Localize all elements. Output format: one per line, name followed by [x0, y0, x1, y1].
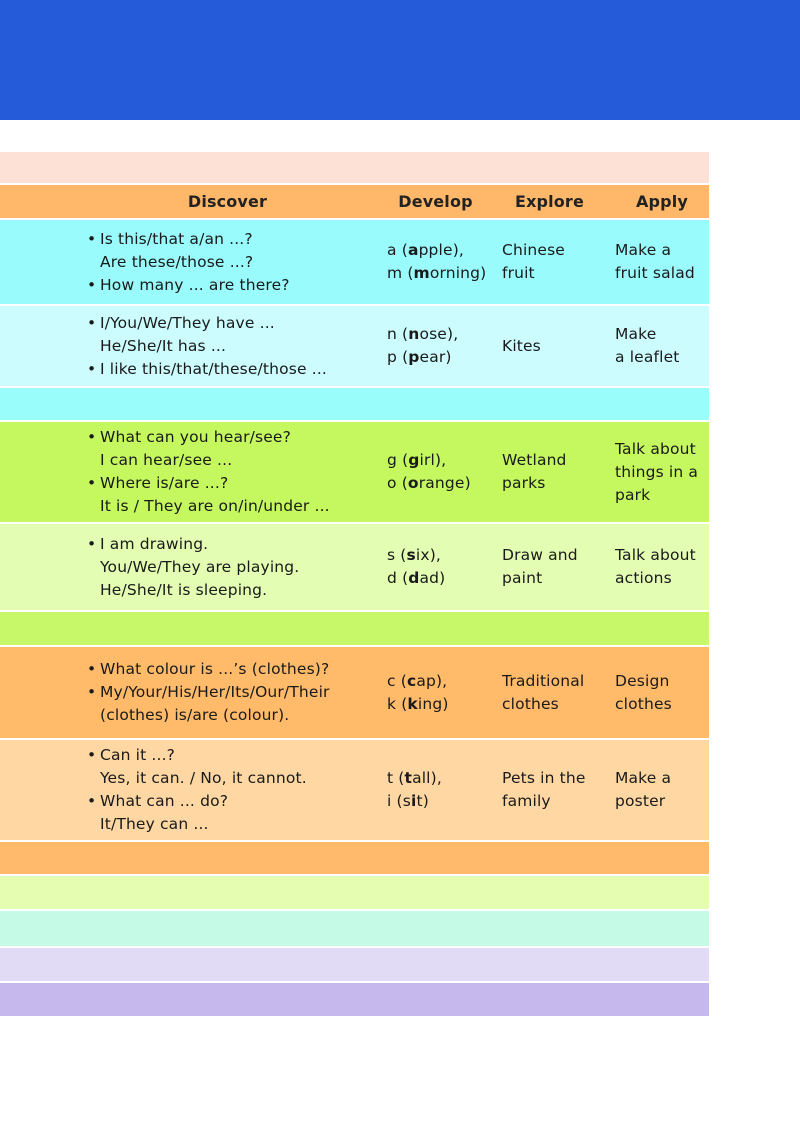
phonics-word-end: ose [419, 325, 447, 343]
phonics-line: t (tall), [387, 769, 442, 787]
header-discover: Discover [187, 192, 268, 211]
apply-cell [607, 306, 717, 386]
phonics-trail: , [436, 769, 442, 787]
phonics-letter: d [387, 569, 397, 587]
table-row [0, 422, 709, 524]
continuation-line: It/They can ... [100, 815, 209, 833]
explore-line: Kites [502, 336, 541, 355]
continuation-line: Are these/those ...? [100, 252, 254, 271]
continuation-line: It is / They are on/in/under ... [100, 497, 330, 515]
phonics-word-end: all [412, 769, 431, 787]
apply-line: poster [615, 792, 666, 810]
phonics-word-end: irl [419, 451, 435, 469]
unit-cell [0, 306, 76, 386]
apply-line: Talk about [615, 439, 696, 458]
explore-line: family [502, 792, 551, 810]
bullet-line: • I/You/We/They have ... [87, 312, 377, 335]
phonics-key-letter: t [404, 769, 413, 787]
apply-cell [607, 422, 717, 522]
phonics-key-letter: d [408, 569, 420, 587]
explore-cell [494, 524, 605, 610]
explore-cell [494, 422, 605, 522]
phonics-letter: s [387, 546, 396, 564]
phonics-letter: c [387, 671, 396, 690]
bullet-line: • What can ... do? [87, 790, 377, 813]
explore-line: Chinese [502, 241, 565, 259]
continuation-line: You/We/They are playing. [100, 557, 300, 576]
explore-cell [494, 647, 605, 738]
discover-cell [78, 422, 377, 522]
phonics-word-end: orning [429, 264, 481, 282]
phonics-line: n (nose), [387, 325, 459, 343]
phonics-word-start: s [402, 792, 411, 810]
phonics-line: i (sit) [387, 792, 429, 810]
table-row [0, 740, 709, 842]
phonics-line: p (pear) [387, 348, 452, 366]
header-unit-column [0, 185, 76, 218]
discover-lines [87, 228, 377, 297]
phonics-word-end: pple [418, 241, 453, 259]
phonics-letter: p [387, 348, 397, 366]
discover-cell [78, 740, 377, 840]
explore-line: paint [502, 569, 543, 587]
bullet-line: • I like this/that/these/those ... [87, 358, 377, 381]
phonics-letter: g [387, 451, 397, 469]
bullet-line: • My/Your/His/Her/Its/Our/Their [87, 681, 377, 704]
develop-cell [379, 647, 492, 738]
phonics-trail: , [453, 325, 459, 343]
phonics-letter: m [387, 264, 403, 282]
explore-cell [494, 740, 605, 840]
phonics-letter: k [387, 694, 397, 713]
explore-line: Wetland [502, 451, 567, 469]
header-explore: Explore [515, 192, 584, 211]
band-mint [0, 911, 709, 948]
explore-line: fruit [502, 264, 535, 282]
develop-cell [379, 220, 492, 304]
phonics-key-letter: o [407, 474, 419, 492]
phonics-word-end: ad [419, 569, 440, 587]
apply-line: actions [615, 569, 672, 587]
phonics-key-letter: m [413, 264, 430, 282]
phonics-key-letter: a [407, 241, 419, 259]
phonics-word-end: t [416, 792, 423, 810]
explore-cell [494, 306, 605, 386]
apply-line: Make a [615, 769, 672, 787]
phonics-word-end: ing [417, 694, 443, 713]
continuation-line: He/She/It has ... [100, 336, 227, 355]
apply-line: clothes [615, 694, 672, 713]
table-row [0, 647, 709, 740]
bullet-line: • What can you hear/see? [87, 426, 377, 449]
phonics-line: k (king) [387, 694, 449, 713]
band-pink [0, 152, 709, 185]
apply-cell [607, 647, 717, 738]
bullet-line: • What colour is ...’s (clothes)? [87, 658, 377, 681]
band-green [0, 612, 709, 647]
phonics-letter: t [387, 769, 394, 787]
bullet-line: • Where is/are ...? [87, 472, 377, 495]
bullet-line: • How many ... are there? [87, 274, 377, 297]
band-violet [0, 983, 709, 1016]
discover-lines [87, 744, 377, 836]
phonics-line: o (orange) [387, 474, 471, 492]
discover-lines [87, 658, 377, 727]
unit-cell [0, 647, 76, 738]
phonics-word-end: range [418, 474, 465, 492]
phonics-word-end: ix [415, 546, 430, 564]
phonics-line: m (morning) [387, 264, 487, 282]
band-orange [0, 842, 709, 876]
explore-line: Pets in the [502, 769, 586, 787]
phonics-word-end: ap [416, 671, 436, 690]
phonics-line: g (girl), [387, 451, 447, 469]
band-cyan [0, 388, 709, 422]
develop-cell [379, 524, 492, 610]
apply-line: a leaflet [615, 348, 680, 366]
continuation-line: He/She/It is sleeping. [100, 580, 268, 599]
discover-lines [87, 312, 377, 381]
phonics-key-letter: s [406, 546, 416, 564]
table-row [0, 220, 709, 306]
explore-line: clothes [502, 694, 559, 713]
syllabus-table [0, 152, 709, 1016]
band-lime [0, 876, 709, 911]
explore-line: Traditional [502, 671, 585, 690]
phonics-key-letter: i [410, 792, 417, 810]
explore-line: parks [502, 474, 546, 492]
phonics-key-letter: k [407, 694, 418, 713]
unit-cell [0, 740, 76, 840]
bullet-line: • Can it ...? [87, 744, 377, 767]
table-header-row [0, 185, 709, 220]
phonics-trail: , [435, 546, 441, 564]
discover-cell [78, 306, 377, 386]
discover-cell [78, 220, 377, 304]
apply-line: park [615, 485, 651, 504]
header-apply: Apply [636, 192, 688, 211]
apply-line: fruit salad [615, 264, 695, 282]
continuation-line: I can hear/see ... [100, 451, 233, 469]
develop-cell [379, 306, 492, 386]
phonics-key-letter: p [408, 348, 420, 366]
unit-cell [0, 422, 76, 522]
band-lavender [0, 948, 709, 983]
apply-cell [607, 220, 717, 304]
phonics-word-end: ear [419, 348, 446, 366]
discover-lines [87, 533, 377, 602]
bullet-line: • I am drawing. [87, 533, 377, 556]
apply-line: Design [615, 671, 670, 690]
phonics-line: s (six), [387, 546, 441, 564]
phonics-line: d (dad) [387, 569, 446, 587]
apply-line: Make a [615, 241, 672, 259]
phonics-letter: i [387, 792, 392, 810]
apply-line: Talk about [615, 546, 696, 564]
top-banner [0, 0, 800, 120]
discover-cell [78, 647, 377, 738]
apply-line: things in a [615, 462, 699, 481]
continuation-line: (clothes) is/are (colour). [100, 706, 290, 724]
discover-cell [78, 524, 377, 610]
phonics-trail: , [458, 241, 464, 259]
explore-line: Draw and [502, 546, 578, 564]
explore-cell [494, 220, 605, 304]
apply-line: Make [615, 325, 657, 343]
apply-cell [607, 740, 717, 840]
unit-cell [0, 524, 76, 610]
phonics-trail: , [441, 451, 447, 469]
phonics-line: a (apple), [387, 241, 464, 259]
phonics-letter: o [387, 474, 397, 492]
header-develop: Develop [398, 192, 473, 211]
discover-lines [87, 426, 377, 518]
table-row [0, 524, 709, 612]
develop-cell [379, 740, 492, 840]
phonics-key-letter: n [408, 325, 420, 343]
phonics-key-letter: g [408, 451, 420, 469]
bullet-line: • Is this/that a/an ...? [87, 228, 377, 251]
phonics-letter: a [387, 241, 397, 259]
phonics-line: c (cap), [387, 671, 448, 690]
unit-cell [0, 220, 76, 304]
continuation-line: Yes, it can. / No, it cannot. [100, 769, 307, 787]
develop-cell [379, 422, 492, 522]
table-row [0, 306, 709, 388]
apply-cell [607, 524, 717, 610]
phonics-letter: n [387, 325, 397, 343]
phonics-key-letter: c [406, 671, 417, 690]
phonics-trail: , [442, 671, 448, 690]
